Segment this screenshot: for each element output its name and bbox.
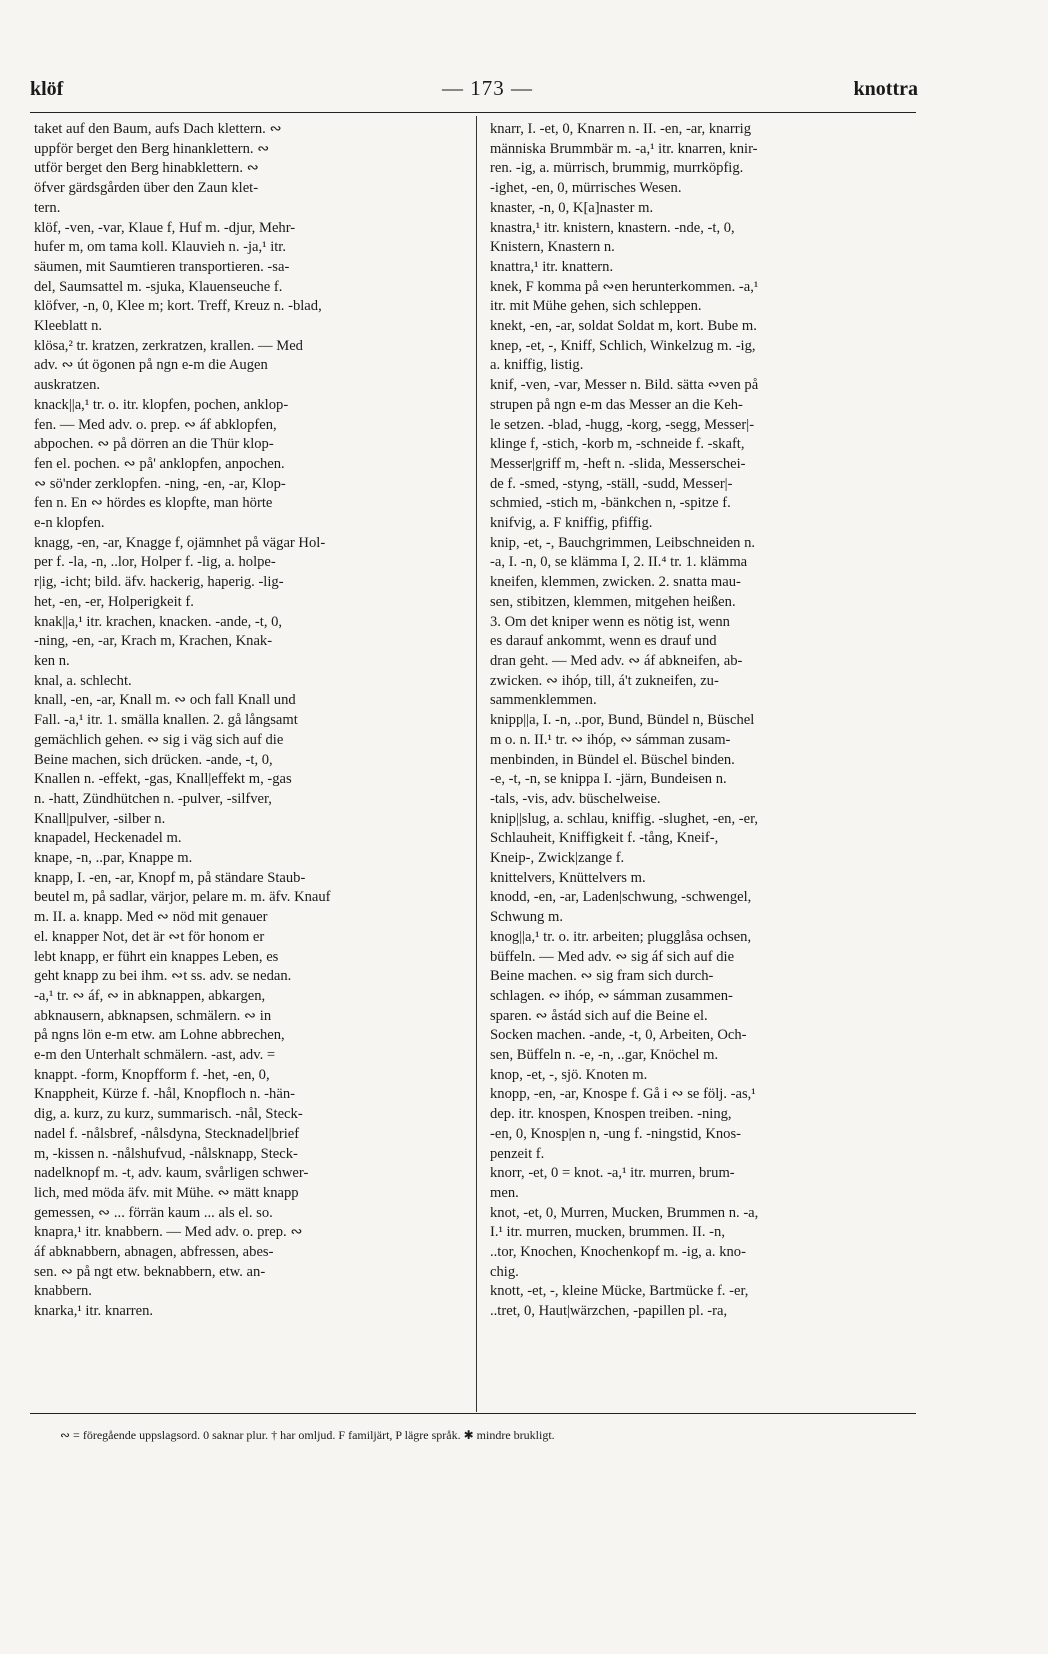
dictionary-line: knape, -n, ..par, Knappe m. — [34, 850, 193, 867]
dictionary-line: knittelvers, Knüttelvers m. — [490, 869, 646, 886]
page-number: — 173 — — [442, 76, 533, 100]
dictionary-line: büffeln. — Med adv. ∾ sig áf sich auf die — [490, 948, 735, 965]
dictionary-line: áf abknabbern, abnagen, abfressen, abes- — [34, 1244, 274, 1261]
dictionary-line: men. — [490, 1184, 519, 1201]
dictionary-line: e-n klopfen. — [34, 515, 105, 532]
dictionary-line: knack||a,¹ tr. o. itr. klopfen, pochen, anklop- — [34, 396, 289, 413]
dictionary-line: knifvig, a. F kniffig, pfiffig. — [490, 515, 653, 532]
dictionary-line: knarr, I. -et, 0, Knarren n. II. -en, -ar, knarrig — [490, 121, 751, 137]
dictionary-line: Knappheit, Kürze f. -hål, Knopfloch n. -hän- — [34, 1086, 295, 1103]
dictionary-line: fen n. En ∾ hördes es klopfte, man hörte — [34, 495, 273, 512]
dictionary-line: knapra,¹ itr. knabbern. — Med adv. o. prep. ∾ — [34, 1224, 303, 1241]
dictionary-line: knarka,¹ itr. knarren. — [34, 1303, 154, 1320]
dictionary-line: knastra,¹ itr. knistern, knastern. -nde, -t, 0, — [490, 219, 735, 236]
dictionary-line: ..tor, Knochen, Knochenkopf m. -ig, a. kno- — [490, 1244, 746, 1261]
dictionary-line: knapadel, Heckenadel m. — [34, 830, 182, 847]
dictionary-line: schmied, -stich m, -bänkchen n, -spitze f. — [490, 495, 731, 512]
dictionary-line: geht knapp zu bei ihm. ∾t ss. adv. se nedan. — [34, 968, 292, 985]
dictionary-line: m o. n. II.¹ tr. ∾ ihóp, ∾ sámman zusam- — [490, 731, 731, 748]
dictionary-line: knip||slug, a. schlau, kniffig. -slughet, -en, -er, — [490, 810, 759, 827]
dictionary-line: e-m den Unterhalt schmälern. -ast, adv. = — [34, 1047, 276, 1064]
dictionary-line: Schwung m. — [490, 909, 563, 926]
column-divider — [476, 116, 477, 1412]
dictionary-line: penzeit f. — [490, 1145, 545, 1162]
dictionary-line: Messer|griff m, -heft n. -slida, Messerschei- — [490, 455, 746, 472]
dictionary-line: sammenklemmen. — [490, 692, 597, 709]
dictionary-line: menbinden, in Bündel el. Büschel binden. — [490, 751, 735, 768]
dictionary-line: lebt knapp, er führt ein knappes Leben, es — [34, 948, 279, 965]
dictionary-line: lich, med möda äfv. mit Mühe. ∾ mätt knapp — [34, 1184, 299, 1201]
dictionary-line: m, -kissen n. -nålshufvud, -nålsknapp, Steck- — [34, 1145, 298, 1162]
dictionary-line: fen el. pochen. ∾ på' anklopfen, anpochen. — [34, 455, 285, 472]
dictionary-line: sen, Büffeln n. -e, -n, ..gar, Knöchel m. — [490, 1047, 719, 1064]
dictionary-line: Beine machen, sich drücken. -ande, -t, 0, — [34, 751, 273, 768]
dictionary-line: knop, -et, -, sjö. Knoten m. — [490, 1066, 648, 1083]
dictionary-line: knagg, -en, -ar, Knagge f, ojämnhet på vägar Hol- — [34, 534, 326, 551]
dictionary-line: Kneip-, Zwick|zange f. — [490, 850, 625, 867]
dictionary-line: strupen på ngn e-m das Messer an die Keh- — [490, 396, 743, 413]
dictionary-line: Beine machen. ∾ sig fram sich durch- — [490, 968, 714, 985]
dictionary-line: auskratzen. — [34, 377, 101, 394]
dictionary-line: sparen. ∾ åstád sich auf die Beine el. — [490, 1007, 708, 1024]
guide-word-left: klöf — [30, 78, 64, 100]
dictionary-line: människa Brummbär m. -a,¹ itr. knarren, knir- — [490, 140, 758, 157]
dictionary-line: klösa,² tr. kratzen, zerkratzen, krallen. — Med — [34, 337, 303, 354]
dictionary-line: ren. -ig, a. mürrisch, brummig, murrköpfig. — [490, 160, 744, 177]
dictionary-line: klöfver, -n, 0, Klee m; kort. Treff, Kreuz n. -blad, — [34, 298, 322, 315]
dictionary-line: knopp, -en, -ar, Knospe f. Gå i ∾ se följ. -as,¹ — [490, 1086, 756, 1103]
dictionary-line: klöf, -ven, -var, Klaue f, Huf m. -djur, Mehr- — [34, 219, 296, 236]
dictionary-line: öfver gärdsgården über den Zaun klet- — [34, 180, 259, 197]
dictionary-line: ..tret, 0, Haut|wärzchen, -papillen pl. -ra, — [490, 1303, 728, 1320]
dictionary-line: knaster, -n, 0, K[a]naster m. — [490, 199, 654, 216]
dictionary-line: knapp, I. -en, -ar, Knopf m, på ständare Staub- — [34, 869, 306, 886]
guide-word-right: knottra — [853, 78, 918, 100]
dictionary-line: le setzen. -blad, -hugg, -korg, -segg, Messer|- — [490, 416, 755, 433]
dictionary-line: knot, -et, 0, Murren, Mucken, Brummen n. -a, — [490, 1204, 759, 1221]
dictionary-line: chig. — [490, 1263, 519, 1280]
running-head — [30, 78, 918, 108]
dictionary-line: Socken machen. -ande, -t, 0, Arbeiten, Och- — [490, 1027, 747, 1044]
dictionary-line: knif, -ven, -var, Messer n. Bild. sätta ∾ven på — [490, 377, 759, 394]
dictionary-line: per f. -la, -n, ..lor, Holper f. -lig, a. holpe- — [34, 554, 276, 571]
dictionary-line: beutel m, på sadlar, värjor, pelare m. m. äfv. Knauf — [34, 889, 331, 906]
dictionary-line: Knistern, Knastern n. — [490, 239, 615, 256]
dictionary-line: knipp||a, I. -n, ..por, Bund, Bündel n, Büschel — [490, 712, 755, 729]
dictionary-line: klinge f, -stich, -korb m, -schneide f. -skaft, — [490, 436, 745, 453]
dictionary-line: tern. — [34, 199, 61, 216]
dictionary-line: a. kniffig, listig. — [490, 357, 584, 374]
dictionary-line: dig, a. kurz, zu kurz, summarisch. -nål, Steck- — [34, 1106, 303, 1123]
dictionary-line: Fall. -a,¹ itr. 1. smälla knallen. 2. gå långsamt — [34, 712, 298, 729]
dictionary-line: abpochen. ∾ på dörren an die Thür klop- — [34, 436, 274, 453]
dictionary-line: schlagen. ∾ ihóp, ∾ sámman zusammen- — [490, 987, 733, 1004]
dictionary-line: knek, F komma på ∾en herunterkommen. -a,¹ — [490, 278, 759, 295]
dictionary-line: knabbern. — [34, 1283, 92, 1300]
dictionary-line: knak||a,¹ itr. krachen, knacken. -ande, -t, 0, — [34, 613, 283, 630]
dictionary-line: uppför berget den Berg hinanklettern. ∾ — [34, 140, 270, 157]
dictionary-line: del, Saumsattel m. -sjuka, Klauenseuche f. — [34, 278, 283, 295]
dictionary-line: m. II. a. knapp. Med ∾ nöd mit genauer — [34, 909, 268, 926]
dictionary-line: hufer m, om tama koll. Klauvieh n. -ja,¹ itr. — [34, 239, 287, 256]
dictionary-line: dep. itr. knospen, Knospen treiben. -ning, — [490, 1106, 732, 1123]
header-rule — [30, 112, 916, 113]
dictionary-line: r|ig, -icht; bild. äfv. hackerig, haperig. -lig- — [34, 574, 284, 591]
dictionary-line: fen. — Med adv. o. prep. ∾ áf abklopfen, — [34, 416, 277, 433]
dictionary-line: knal, a. schlecht. — [34, 672, 132, 689]
dictionary-line: knekt, -en, -ar, soldat Soldat m, kort. Bube m. — [490, 318, 757, 335]
dictionary-line: -ighet, -en, 0, mürrisches Wesen. — [490, 180, 682, 197]
dictionary-line: ken n. — [34, 652, 70, 669]
dictionary-line: knattra,¹ itr. knattern. — [490, 258, 614, 275]
dictionary-line: I.¹ itr. murren, mucken, brummen. II. -n, — [490, 1224, 725, 1241]
dictionary-line: utför berget den Berg hinabklettern. ∾ — [34, 160, 259, 177]
dictionary-line: es darauf ankommt, wenn es drauf und — [490, 633, 717, 650]
dictionary-line: -ning, -en, -ar, Krach m, Krachen, Knak- — [34, 633, 273, 650]
dictionary-line: de f. -smed, -styng, -ställ, -sudd, Messer|- — [490, 475, 733, 492]
dictionary-line: nadel f. -nålsbref, -nålsdyna, Stecknadel|brief — [34, 1125, 300, 1142]
dictionary-line: -en, 0, Knosp|en n, -ung f. -ningstid, Knos- — [490, 1125, 741, 1142]
dictionary-line: på ngns lön e-m etw. am Lohne abbrechen, — [34, 1027, 285, 1044]
dictionary-line: säumen, mit Saumtieren transportieren. -sa- — [34, 258, 290, 275]
dictionary-line: -a, I. -n, 0, se klämma I, 2. II.⁴ tr. 1. klämma — [490, 554, 748, 571]
dictionary-line: knodd, -en, -ar, Laden|schwung, -schwengel, — [490, 889, 752, 906]
dictionary-line: gemessen, ∾ ... förrän kaum ... als el. so. — [34, 1204, 273, 1221]
dictionary-line: -tals, -vis, adv. büschelweise. — [490, 790, 661, 807]
dictionary-line: Kleeblatt n. — [34, 318, 103, 335]
dictionary-line: el. knapper Not, det är ∾t för honom er — [34, 928, 265, 945]
right-column — [490, 120, 914, 1322]
dictionary-line: gemächlich gehen. ∾ sig i väg sich auf die — [34, 731, 284, 748]
abbreviation-key: ∾ = föregående uppslagsord. 0 saknar plur. † har omljud. F familjärt, P lägre språk. ✱ mindre brukligt. — [60, 1428, 555, 1442]
dictionary-line: ∾ sö'nder zerklopfen. -ning, -en, -ar, Klop- — [34, 475, 286, 492]
dictionary-line: -e, -t, -n, se knippa I. -järn, Bundeisen n. — [490, 771, 727, 788]
footer-rule — [30, 1413, 916, 1414]
dictionary-line: knep, -et, -, Kniff, Schlich, Winkelzug m. -ig, — [490, 337, 756, 354]
dictionary-line: kneifen, klemmen, zwicken. 2. snatta mau- — [490, 574, 741, 591]
dictionary-line: knorr, -et, 0 = knot. -a,¹ itr. murren, brum- — [490, 1165, 735, 1182]
dictionary-line: 3. Om det kniper wenn es nötig ist, wenn — [490, 613, 730, 630]
dictionary-line: itr. mit Mühe gehen, sich schleppen. — [490, 298, 702, 315]
dictionary-line: abknausern, abknapsen, schmälern. ∾ in — [34, 1007, 272, 1024]
dictionary-line: sen. ∾ på ngt etw. beknabbern, etw. an- — [34, 1263, 266, 1280]
dictionary-line: zwicken. ∾ ihóp, till, á't zukneifen, zu- — [490, 672, 719, 689]
dictionary-line: knappt. -form, Knopfform f. -het, -en, 0, — [34, 1066, 270, 1083]
dictionary-line: Knall|pulver, -silber n. — [34, 810, 166, 827]
dictionary-line: adv. ∾ út ögonen på ngn e-m die Augen — [34, 357, 268, 374]
dictionary-line: sen, stibitzen, klemmen, mitgehen heißen. — [490, 593, 736, 610]
dictionary-line: het, -en, -er, Holperigkeit f. — [34, 593, 194, 610]
dictionary-line: knott, -et, -, kleine Mücke, Bartmücke f. -er, — [490, 1283, 749, 1300]
dictionary-line: dran geht. — Med adv. ∾ áf abkneifen, ab- — [490, 652, 743, 669]
dictionary-line: Knallen n. -effekt, -gas, Knall|effekt m, -gas — [34, 771, 292, 788]
left-column — [34, 120, 470, 1322]
dictionary-line: knip, -et, -, Bauchgrimmen, Leibschneiden n. — [490, 534, 756, 551]
dictionary-line: knall, -en, -ar, Knall m. ∾ och fall Knall und — [34, 692, 296, 709]
dictionary-line: knog||a,¹ tr. o. itr. arbeiten; plugglåsa ochsen, — [490, 928, 752, 945]
dictionary-line: -a,¹ tr. ∾ áf, ∾ in abknappen, abkargen, — [34, 987, 266, 1004]
dictionary-line: nadelknopf m. -t, adv. kaum, svårligen schwer- — [34, 1165, 309, 1182]
dictionary-line: taket auf den Baum, aufs Dach klettern. ∾ — [34, 121, 282, 137]
dictionary-line: n. -hatt, Zündhütchen n. -pulver, -silfver, — [34, 790, 272, 807]
dictionary-line: Schlauheit, Kniffigkeit f. -tång, Kneif-, — [490, 830, 719, 847]
